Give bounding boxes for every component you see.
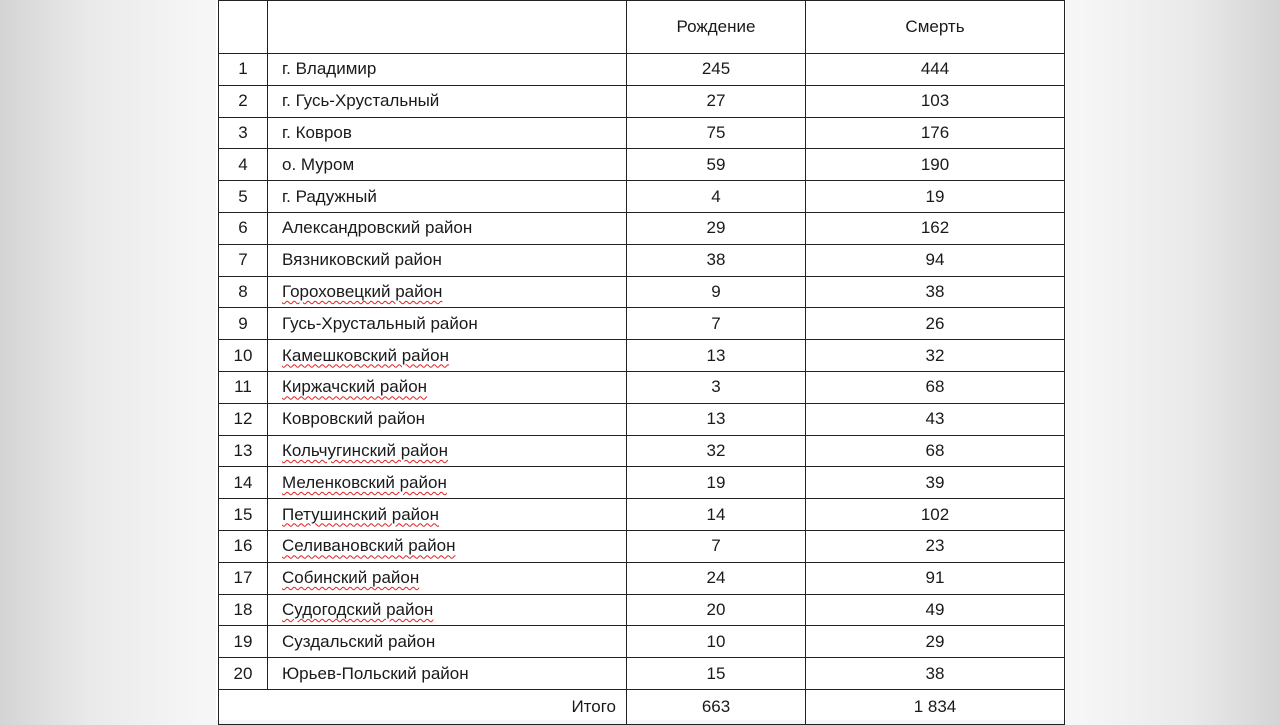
row-birth: 13	[627, 340, 806, 372]
district-name: г. Гусь-Хрустальный	[282, 91, 440, 111]
row-number: 8	[219, 276, 268, 308]
district-name: г. Владимир	[282, 59, 377, 79]
total-row	[219, 689, 1065, 724]
table-row	[219, 276, 1065, 308]
row-number: 17	[219, 562, 268, 594]
row-name-cell	[268, 403, 627, 435]
row-number: 13	[219, 435, 268, 467]
table-row	[219, 626, 1065, 658]
header-birth: Рождение	[627, 1, 806, 54]
row-death: 19	[806, 181, 1065, 213]
row-death: 68	[806, 371, 1065, 403]
table-row	[219, 181, 1065, 213]
row-birth: 19	[627, 467, 806, 499]
row-name-cell	[268, 244, 627, 276]
row-number: 14	[219, 467, 268, 499]
row-number: 18	[219, 594, 268, 626]
row-death: 176	[806, 117, 1065, 149]
district-name: Юрьев-Польский район	[282, 663, 469, 683]
district-name: Александровский район	[282, 218, 473, 238]
table-row	[219, 658, 1065, 690]
row-birth: 27	[627, 85, 806, 117]
row-number: 19	[219, 626, 268, 658]
district-name: Вязниковский район	[282, 250, 442, 270]
row-birth: 7	[627, 530, 806, 562]
row-death: 91	[806, 562, 1065, 594]
table-row	[219, 467, 1065, 499]
total-birth: 663	[627, 689, 806, 724]
row-number: 2	[219, 85, 268, 117]
row-death: 102	[806, 499, 1065, 531]
row-death: 94	[806, 244, 1065, 276]
table-row	[219, 562, 1065, 594]
row-number: 20	[219, 658, 268, 690]
table-row	[219, 371, 1065, 403]
table-row	[219, 403, 1065, 435]
row-number: 3	[219, 117, 268, 149]
district-name: о. Муром	[282, 154, 355, 174]
row-birth: 7	[627, 308, 806, 340]
row-number: 6	[219, 212, 268, 244]
row-name-cell	[268, 181, 627, 213]
row-birth: 15	[627, 658, 806, 690]
total-label: Итого	[571, 696, 616, 716]
row-death: 32	[806, 340, 1065, 372]
row-birth: 75	[627, 117, 806, 149]
district-name: Ковровский район	[282, 409, 426, 429]
statistics-table	[218, 0, 1065, 725]
district-name: Меленковский район	[282, 472, 447, 492]
table-row	[219, 499, 1065, 531]
row-name-cell	[268, 594, 627, 626]
row-birth: 59	[627, 149, 806, 181]
row-death: 162	[806, 212, 1065, 244]
row-name-cell	[268, 530, 627, 562]
row-birth: 14	[627, 499, 806, 531]
district-name: Гусь-Хрустальный район	[282, 313, 478, 333]
table-row	[219, 117, 1065, 149]
row-number: 1	[219, 54, 268, 86]
district-name: Селивановский район	[282, 536, 456, 556]
row-birth: 32	[627, 435, 806, 467]
table-row	[219, 212, 1065, 244]
row-name-cell	[268, 117, 627, 149]
table-row	[219, 85, 1065, 117]
row-birth: 29	[627, 212, 806, 244]
row-name-cell	[268, 467, 627, 499]
header-death: Смерть	[806, 1, 1065, 54]
row-death: 444	[806, 54, 1065, 86]
table-row	[219, 530, 1065, 562]
table-row	[219, 435, 1065, 467]
row-name-cell	[268, 658, 627, 690]
row-name-cell	[268, 85, 627, 117]
row-birth: 38	[627, 244, 806, 276]
total-label-cell	[219, 689, 627, 724]
row-number: 16	[219, 530, 268, 562]
row-death: 43	[806, 403, 1065, 435]
row-name-cell	[268, 340, 627, 372]
table-row	[219, 244, 1065, 276]
table-row	[219, 594, 1065, 626]
row-name-cell	[268, 626, 627, 658]
row-death: 29	[806, 626, 1065, 658]
row-death: 26	[806, 308, 1065, 340]
row-name-cell	[268, 499, 627, 531]
row-number: 7	[219, 244, 268, 276]
row-birth: 245	[627, 54, 806, 86]
row-birth: 20	[627, 594, 806, 626]
row-name-cell	[268, 371, 627, 403]
table-header-row	[219, 1, 1065, 54]
row-death: 38	[806, 658, 1065, 690]
row-number: 12	[219, 403, 268, 435]
total-death: 1 834	[806, 689, 1065, 724]
row-death: 23	[806, 530, 1065, 562]
district-name: Собинский район	[282, 568, 420, 588]
district-name: г. Радужный	[282, 186, 377, 206]
table-row	[219, 308, 1065, 340]
row-birth: 3	[627, 371, 806, 403]
table-row	[219, 149, 1065, 181]
row-number: 10	[219, 340, 268, 372]
header-number-cell	[219, 1, 268, 54]
table-row	[219, 340, 1065, 372]
row-number: 4	[219, 149, 268, 181]
row-death: 190	[806, 149, 1065, 181]
row-name-cell	[268, 308, 627, 340]
row-birth: 24	[627, 562, 806, 594]
row-name-cell	[268, 562, 627, 594]
row-number: 9	[219, 308, 268, 340]
district-name: Киржачский район	[282, 377, 428, 397]
row-name-cell	[268, 149, 627, 181]
district-name: Гороховецкий район	[282, 281, 443, 301]
district-name: Суздальский район	[282, 631, 436, 651]
row-name-cell	[268, 54, 627, 86]
row-name-cell	[268, 212, 627, 244]
header-name-cell	[268, 1, 627, 54]
row-death: 38	[806, 276, 1065, 308]
district-name: Камешковский район	[282, 345, 449, 365]
row-birth: 10	[627, 626, 806, 658]
district-name: Судогодский район	[282, 599, 434, 619]
table-body	[219, 54, 1065, 690]
row-number: 15	[219, 499, 268, 531]
row-number: 11	[219, 371, 268, 403]
row-death: 39	[806, 467, 1065, 499]
row-number: 5	[219, 181, 268, 213]
row-name-cell	[268, 276, 627, 308]
district-name: Кольчугинский район	[282, 440, 448, 460]
row-birth: 13	[627, 403, 806, 435]
row-death: 103	[806, 85, 1065, 117]
row-name-cell	[268, 435, 627, 467]
district-name: Петушинский район	[282, 504, 440, 524]
district-name: г. Ковров	[282, 122, 352, 142]
row-birth: 9	[627, 276, 806, 308]
row-death: 49	[806, 594, 1065, 626]
row-death: 68	[806, 435, 1065, 467]
table-row	[219, 54, 1065, 86]
row-birth: 4	[627, 181, 806, 213]
